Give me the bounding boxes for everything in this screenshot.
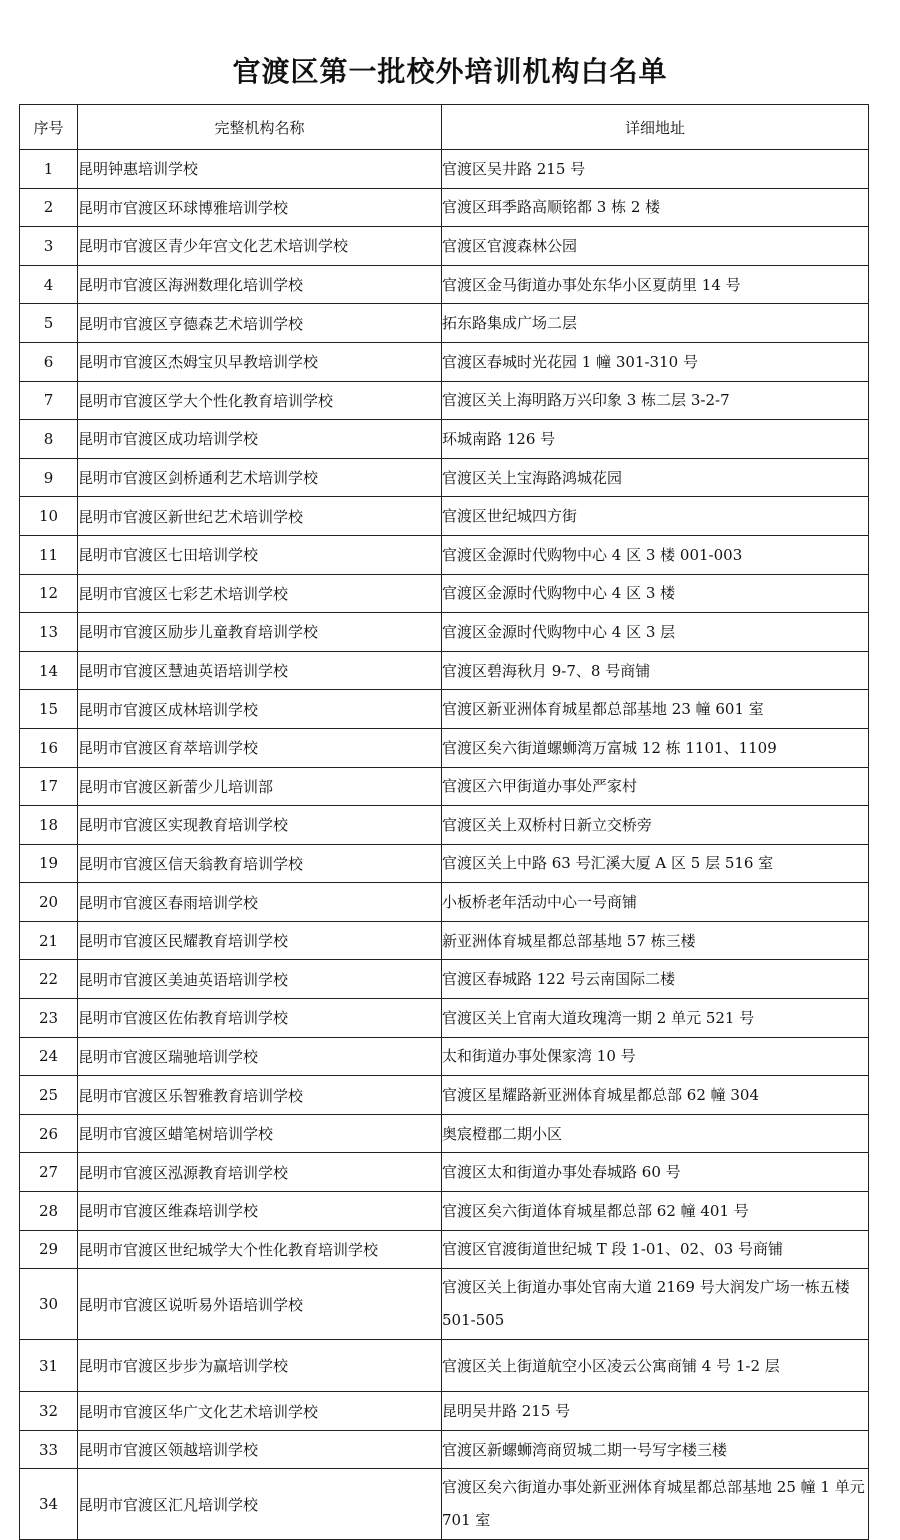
org-address: 官渡区矣六街道办事处新亚洲体育城星都总部基地 25 幢 1 单元 701 室 <box>442 1469 869 1540</box>
table-row <box>20 265 869 304</box>
org-address: 太和街道办事处倮家湾 10 号 <box>442 1037 869 1076</box>
table-row <box>20 1269 869 1340</box>
table-row <box>20 728 869 767</box>
row-index: 17 <box>20 767 78 806</box>
org-address: 官渡区珥季路高顺铭都 3 栋 2 楼 <box>442 188 869 227</box>
row-index: 14 <box>20 651 78 690</box>
row-index: 6 <box>20 342 78 381</box>
table-row <box>20 458 869 497</box>
table-row <box>20 960 869 999</box>
table-row <box>20 1153 869 1192</box>
table-row <box>20 1114 869 1153</box>
org-name: 昆明市官渡区慧迪英语培训学校 <box>78 651 442 690</box>
org-address: 昆明吴井路 215 号 <box>442 1392 869 1431</box>
row-index: 22 <box>20 960 78 999</box>
table-body <box>20 150 869 1540</box>
org-name: 昆明市官渡区七田培训学校 <box>78 535 442 574</box>
org-address: 官渡区星耀路新亚洲体育城星都总部 62 幢 304 <box>442 1076 869 1115</box>
org-name: 昆明市官渡区成林培训学校 <box>78 690 442 729</box>
table-row <box>20 497 869 536</box>
org-name: 昆明市官渡区蜡笔树培训学校 <box>78 1114 442 1153</box>
org-address: 官渡区六甲街道办事处严家村 <box>442 767 869 806</box>
org-address: 官渡区世纪城四方街 <box>442 497 869 536</box>
org-address: 官渡区矣六街道体育城星都总部 62 幢 401 号 <box>442 1192 869 1231</box>
org-address: 官渡区关上宝海路鸿城花园 <box>442 458 869 497</box>
table-row <box>20 613 869 652</box>
table-row <box>20 651 869 690</box>
org-name: 昆明市官渡区亨德森艺术培训学校 <box>78 304 442 343</box>
org-address: 官渡区官渡街道世纪城 T 段 1-01、02、03 号商铺 <box>442 1230 869 1269</box>
org-name: 昆明市官渡区维森培训学校 <box>78 1192 442 1231</box>
row-index: 12 <box>20 574 78 613</box>
table-row <box>20 690 869 729</box>
org-name: 昆明市官渡区泓源教育培训学校 <box>78 1153 442 1192</box>
table-row <box>20 535 869 574</box>
org-name: 昆明市官渡区佐佑教育培训学校 <box>78 999 442 1038</box>
header-name: 完整机构名称 <box>78 105 442 150</box>
org-name: 昆明市官渡区环球博雅培训学校 <box>78 188 442 227</box>
org-name: 昆明市官渡区民耀教育培训学校 <box>78 921 442 960</box>
org-name: 昆明市官渡区信天翁教育培训学校 <box>78 844 442 883</box>
row-index: 29 <box>20 1230 78 1269</box>
table-row <box>20 150 869 189</box>
table-row <box>20 1192 869 1231</box>
row-index: 10 <box>20 497 78 536</box>
org-name: 昆明市官渡区说听易外语培训学校 <box>78 1269 442 1340</box>
table-row <box>20 1076 869 1115</box>
org-address: 官渡区春城时光花园 1 幢 301-310 号 <box>442 342 869 381</box>
org-address: 官渡区关上街道办事处官南大道 2169 号大润发广场一栋五楼 501-505 <box>442 1269 869 1340</box>
row-index: 20 <box>20 883 78 922</box>
row-index: 27 <box>20 1153 78 1192</box>
org-address: 官渡区关上海明路万兴印象 3 栋二层 3-2-7 <box>442 381 869 420</box>
row-index: 34 <box>20 1469 78 1540</box>
org-address: 新亚洲体育城星都总部基地 57 栋三楼 <box>442 921 869 960</box>
org-name: 昆明市官渡区励步儿童教育培训学校 <box>78 613 442 652</box>
row-index: 4 <box>20 265 78 304</box>
row-index: 28 <box>20 1192 78 1231</box>
org-name: 昆明市官渡区青少年宫文化艺术培训学校 <box>78 227 442 266</box>
row-index: 9 <box>20 458 78 497</box>
table-row <box>20 1037 869 1076</box>
org-address: 官渡区关上中路 63 号汇溪大厦 A 区 5 层 516 室 <box>442 844 869 883</box>
table-row <box>20 999 869 1038</box>
table-row <box>20 188 869 227</box>
row-index: 5 <box>20 304 78 343</box>
org-address: 官渡区金马街道办事处东华小区夏荫里 14 号 <box>442 265 869 304</box>
org-address: 官渡区关上街道航空小区凌云公寓商铺 4 号 1-2 层 <box>442 1340 869 1392</box>
row-index: 23 <box>20 999 78 1038</box>
org-name: 昆明钟惠培训学校 <box>78 150 442 189</box>
org-name: 昆明市官渡区世纪城学大个性化教育培训学校 <box>78 1230 442 1269</box>
row-index: 2 <box>20 188 78 227</box>
org-name: 昆明市官渡区七彩艺术培训学校 <box>78 574 442 613</box>
row-index: 30 <box>20 1269 78 1340</box>
org-address: 小板桥老年活动中心一号商铺 <box>442 883 869 922</box>
table-row <box>20 921 869 960</box>
header-address: 详细地址 <box>442 105 869 150</box>
org-address: 官渡区吴井路 215 号 <box>442 150 869 189</box>
org-address: 官渡区关上官南大道玫瑰湾一期 2 单元 521 号 <box>442 999 869 1038</box>
table-row <box>20 1230 869 1269</box>
org-address: 拓东路集成广场二层 <box>442 304 869 343</box>
org-name: 昆明市官渡区学大个性化教育培训学校 <box>78 381 442 420</box>
row-index: 15 <box>20 690 78 729</box>
org-name: 昆明市官渡区成功培训学校 <box>78 420 442 459</box>
header-index: 序号 <box>20 105 78 150</box>
row-index: 24 <box>20 1037 78 1076</box>
org-address: 环城南路 126 号 <box>442 420 869 459</box>
row-index: 31 <box>20 1340 78 1392</box>
org-name: 昆明市官渡区实现教育培训学校 <box>78 806 442 845</box>
row-index: 21 <box>20 921 78 960</box>
org-name: 昆明市官渡区汇凡培训学校 <box>78 1469 442 1540</box>
table-header-row <box>20 105 869 150</box>
org-address: 官渡区太和街道办事处春城路 60 号 <box>442 1153 869 1192</box>
table-row <box>20 767 869 806</box>
table-row <box>20 304 869 343</box>
row-index: 33 <box>20 1430 78 1469</box>
table-row <box>20 227 869 266</box>
table-row <box>20 1392 869 1431</box>
org-address: 官渡区金源时代购物中心 4 区 3 楼 001-003 <box>442 535 869 574</box>
org-name: 昆明市官渡区海洲数理化培训学校 <box>78 265 442 304</box>
org-name: 昆明市官渡区剑桥通利艺术培训学校 <box>78 458 442 497</box>
org-address: 官渡区官渡森林公园 <box>442 227 869 266</box>
org-address: 官渡区关上双桥村日新立交桥旁 <box>442 806 869 845</box>
org-name: 昆明市官渡区杰姆宝贝早教培训学校 <box>78 342 442 381</box>
row-index: 16 <box>20 728 78 767</box>
row-index: 11 <box>20 535 78 574</box>
table-row <box>20 1430 869 1469</box>
org-name: 昆明市官渡区瑞驰培训学校 <box>78 1037 442 1076</box>
org-address: 官渡区金源时代购物中心 4 区 3 楼 <box>442 574 869 613</box>
table-row <box>20 1469 869 1540</box>
table-row <box>20 883 869 922</box>
table-row <box>20 1340 869 1392</box>
row-index: 13 <box>20 613 78 652</box>
row-index: 18 <box>20 806 78 845</box>
table-row <box>20 574 869 613</box>
org-name: 昆明市官渡区新世纪艺术培训学校 <box>78 497 442 536</box>
org-name: 昆明市官渡区华广文化艺术培训学校 <box>78 1392 442 1431</box>
org-name: 昆明市官渡区步步为赢培训学校 <box>78 1340 442 1392</box>
org-address: 奥宸橙郡二期小区 <box>442 1114 869 1153</box>
org-name: 昆明市官渡区乐智雅教育培训学校 <box>78 1076 442 1115</box>
page-title: 官渡区第一批校外培训机构白名单 <box>232 55 668 88</box>
org-address: 官渡区矣六街道螺蛳湾万富城 12 栋 1101、1109 <box>442 728 869 767</box>
table-row <box>20 342 869 381</box>
row-index: 32 <box>20 1392 78 1431</box>
org-address: 官渡区春城路 122 号云南国际二楼 <box>442 960 869 999</box>
org-name: 昆明市官渡区领越培训学校 <box>78 1430 442 1469</box>
table-row <box>20 381 869 420</box>
row-index: 3 <box>20 227 78 266</box>
row-index: 19 <box>20 844 78 883</box>
table-row <box>20 420 869 459</box>
org-name: 昆明市官渡区美迪英语培训学校 <box>78 960 442 999</box>
row-index: 8 <box>20 420 78 459</box>
row-index: 7 <box>20 381 78 420</box>
org-name: 昆明市官渡区新蕾少儿培训部 <box>78 767 442 806</box>
table-row <box>20 844 869 883</box>
org-address: 官渡区新螺蛳湾商贸城二期一号写字楼三楼 <box>442 1430 869 1469</box>
whitelist-table <box>19 104 869 1540</box>
org-name: 昆明市官渡区春雨培训学校 <box>78 883 442 922</box>
org-address: 官渡区碧海秋月 9-7、8 号商铺 <box>442 651 869 690</box>
org-address: 官渡区新亚洲体育城星都总部基地 23 幢 601 室 <box>442 690 869 729</box>
org-name: 昆明市官渡区育萃培训学校 <box>78 728 442 767</box>
org-address: 官渡区金源时代购物中心 4 区 3 层 <box>442 613 869 652</box>
row-index: 1 <box>20 150 78 189</box>
table-row <box>20 806 869 845</box>
row-index: 25 <box>20 1076 78 1115</box>
row-index: 26 <box>20 1114 78 1153</box>
